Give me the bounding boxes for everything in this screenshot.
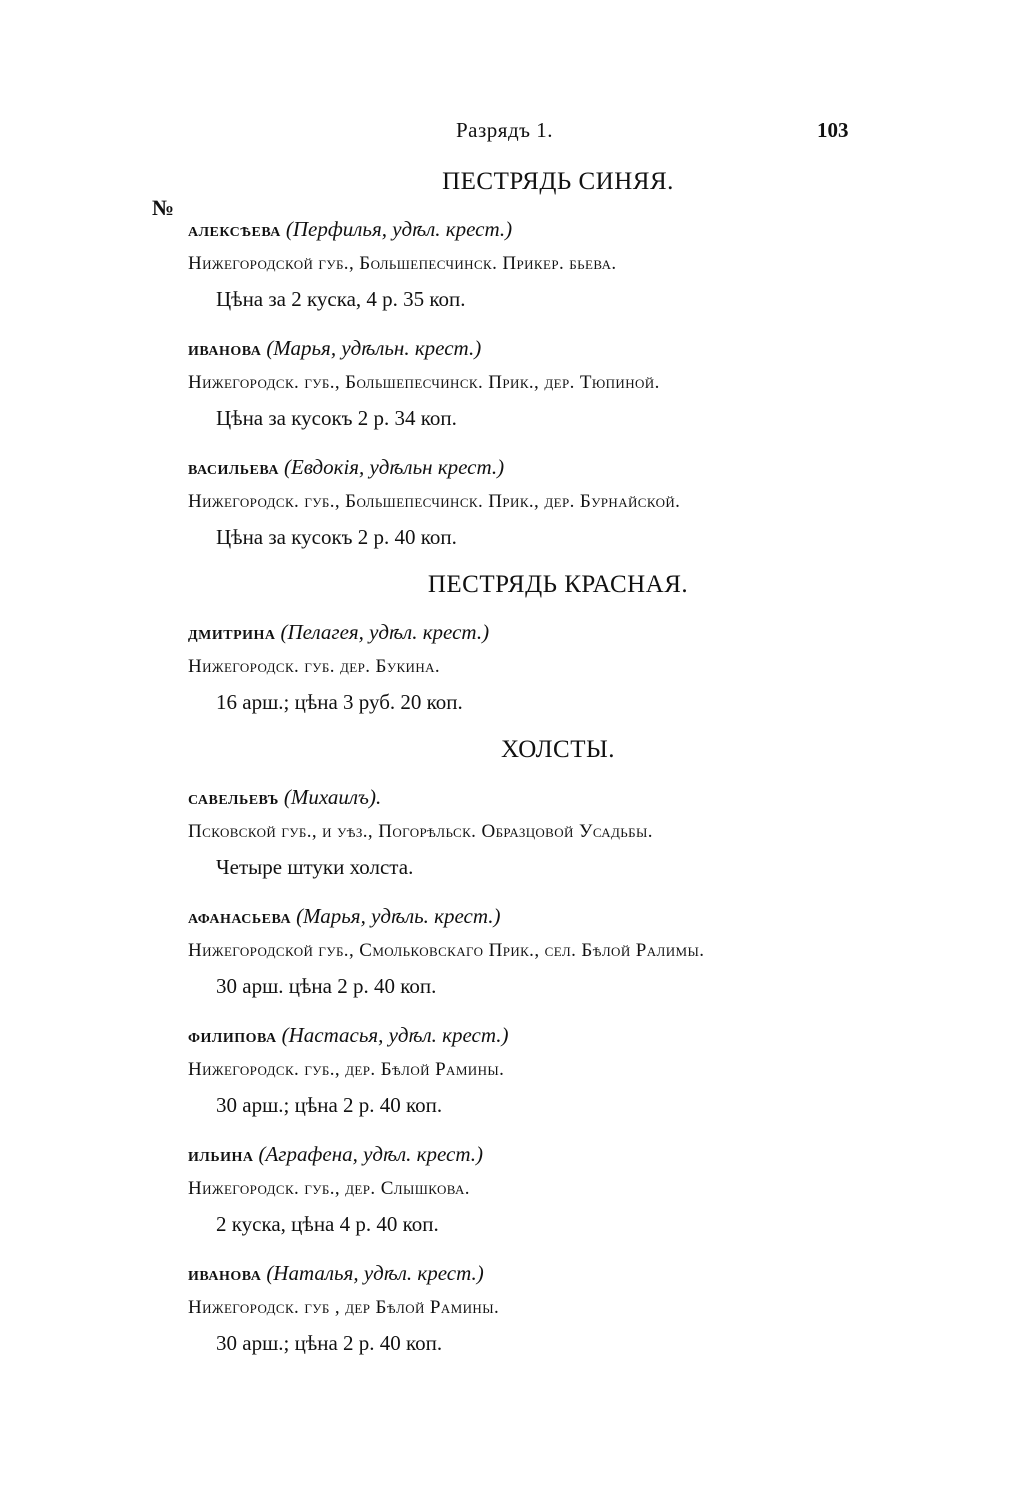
item-price: Цѣна за 2 куска, 4 р. 35 коп. — [216, 287, 466, 311]
section-heading: ХОЛСТЫ. — [500, 736, 616, 763]
exhibitor-place: Нижегородской губ., Большепесчинск. Прикер. бьева. — [188, 253, 617, 274]
running-title: Разрядъ 1. — [456, 118, 553, 142]
exhibitor-place: Нижегородской губ., Смольковскаго Прик., сел. Бѣлой Ралимы. — [188, 940, 705, 961]
entry-name-line — [188, 780, 888, 815]
exhibitor-details: (Михаилъ). — [283, 785, 382, 809]
exhibitor-details: (Марья, удѣль. крест.) — [296, 904, 501, 928]
exhibitor-details: (Наталья, удѣл. крест.) — [266, 1261, 484, 1285]
exhibitor-surname: афанасьева — [188, 906, 292, 928]
section-heading: ПЕСТРЯДЬ КРАСНАЯ. — [427, 571, 689, 598]
catalog-entry — [188, 780, 888, 885]
catalog-entry — [188, 1137, 888, 1242]
entry-name-line — [188, 615, 888, 650]
item-price: Четыре штуки холста. — [216, 855, 414, 879]
item-price: 30 арш.; цѣна 2 р. 40 коп. — [216, 1331, 443, 1355]
exhibitor-place: Нижегородск. губ., Большепесчинск. Прик., дер. Тюпиной. — [188, 372, 660, 393]
exhibitor-surname: иванова — [188, 338, 262, 360]
exhibitor-surname: савельевъ — [188, 787, 279, 809]
catalog-entry — [188, 615, 888, 720]
catalog-entry — [188, 899, 888, 1004]
item-price: 30 арш. цѣна 2 р. 40 коп. — [216, 974, 437, 998]
exhibitor-details: (Аграфена, удѣл. крест.) — [258, 1142, 484, 1166]
exhibitor-place: Псковской губ., и уѣз., Погорѣльск. Образцовой Усадьбы. — [188, 821, 653, 842]
catalog-content — [188, 166, 888, 1375]
exhibitor-place: Нижегородск. губ. дер. Букина. — [188, 656, 441, 677]
entry-name-line — [188, 450, 888, 485]
catalog-entry — [188, 212, 888, 317]
running-head — [0, 118, 1014, 146]
entry-name-line — [188, 212, 888, 247]
number-sign: № — [152, 195, 175, 220]
entry-name-line — [188, 1137, 888, 1172]
exhibitor-details: (Марья, удѣльн. крест.) — [266, 336, 482, 360]
exhibitor-place: Нижегородск. губ., Большепесчинск. Прик., дер. Бурнайской. — [188, 491, 681, 512]
exhibitor-place: Нижегородск. губ., дер. Слышкова. — [188, 1178, 470, 1199]
exhibitor-place: Нижегородск. губ., дер. Бѣлой Рамины. — [188, 1059, 505, 1080]
exhibitor-place: Нижегородск. губ , дер Бѣлой Рамины. — [188, 1297, 500, 1318]
page-number: 103 — [817, 118, 849, 142]
entry-name-line — [188, 1256, 888, 1291]
item-price: Цѣна за кусокъ 2 р. 40 коп. — [216, 525, 457, 549]
item-price: 16 арш.; цѣна 3 руб. 20 коп. — [216, 690, 463, 714]
exhibitor-surname: филипова — [188, 1025, 277, 1047]
catalog-entry — [188, 1256, 888, 1361]
exhibitor-details: (Пелагея, удѣл. крест.) — [280, 620, 490, 644]
catalog-entry — [188, 1018, 888, 1123]
exhibitor-details: (Настасья, удѣл. крест.) — [281, 1023, 509, 1047]
exhibitor-surname: алексѣева — [188, 219, 281, 241]
item-price: 30 арш.; цѣна 2 р. 40 коп. — [216, 1093, 443, 1117]
exhibitor-surname: дмитрина — [188, 622, 276, 644]
catalog-entry — [188, 450, 888, 555]
item-price: Цѣна за кусокъ 2 р. 34 коп. — [216, 406, 457, 430]
exhibitor-surname: ильина — [188, 1144, 254, 1166]
item-price: 2 куска, цѣна 4 р. 40 коп. — [216, 1212, 439, 1236]
exhibitor-surname: васильева — [188, 457, 279, 479]
section-heading: ПЕСТРЯДЬ СИНЯЯ. — [442, 168, 674, 195]
entry-name-line — [188, 331, 888, 366]
exhibitor-surname: иванова — [188, 1263, 262, 1285]
exhibitor-details: (Перфилья, удѣл. крест.) — [285, 217, 513, 241]
exhibitor-details: (Евдокія, удѣльн крест.) — [283, 455, 505, 479]
catalog-entry — [188, 331, 888, 436]
entry-name-line — [188, 1018, 888, 1053]
entry-name-line — [188, 899, 888, 934]
